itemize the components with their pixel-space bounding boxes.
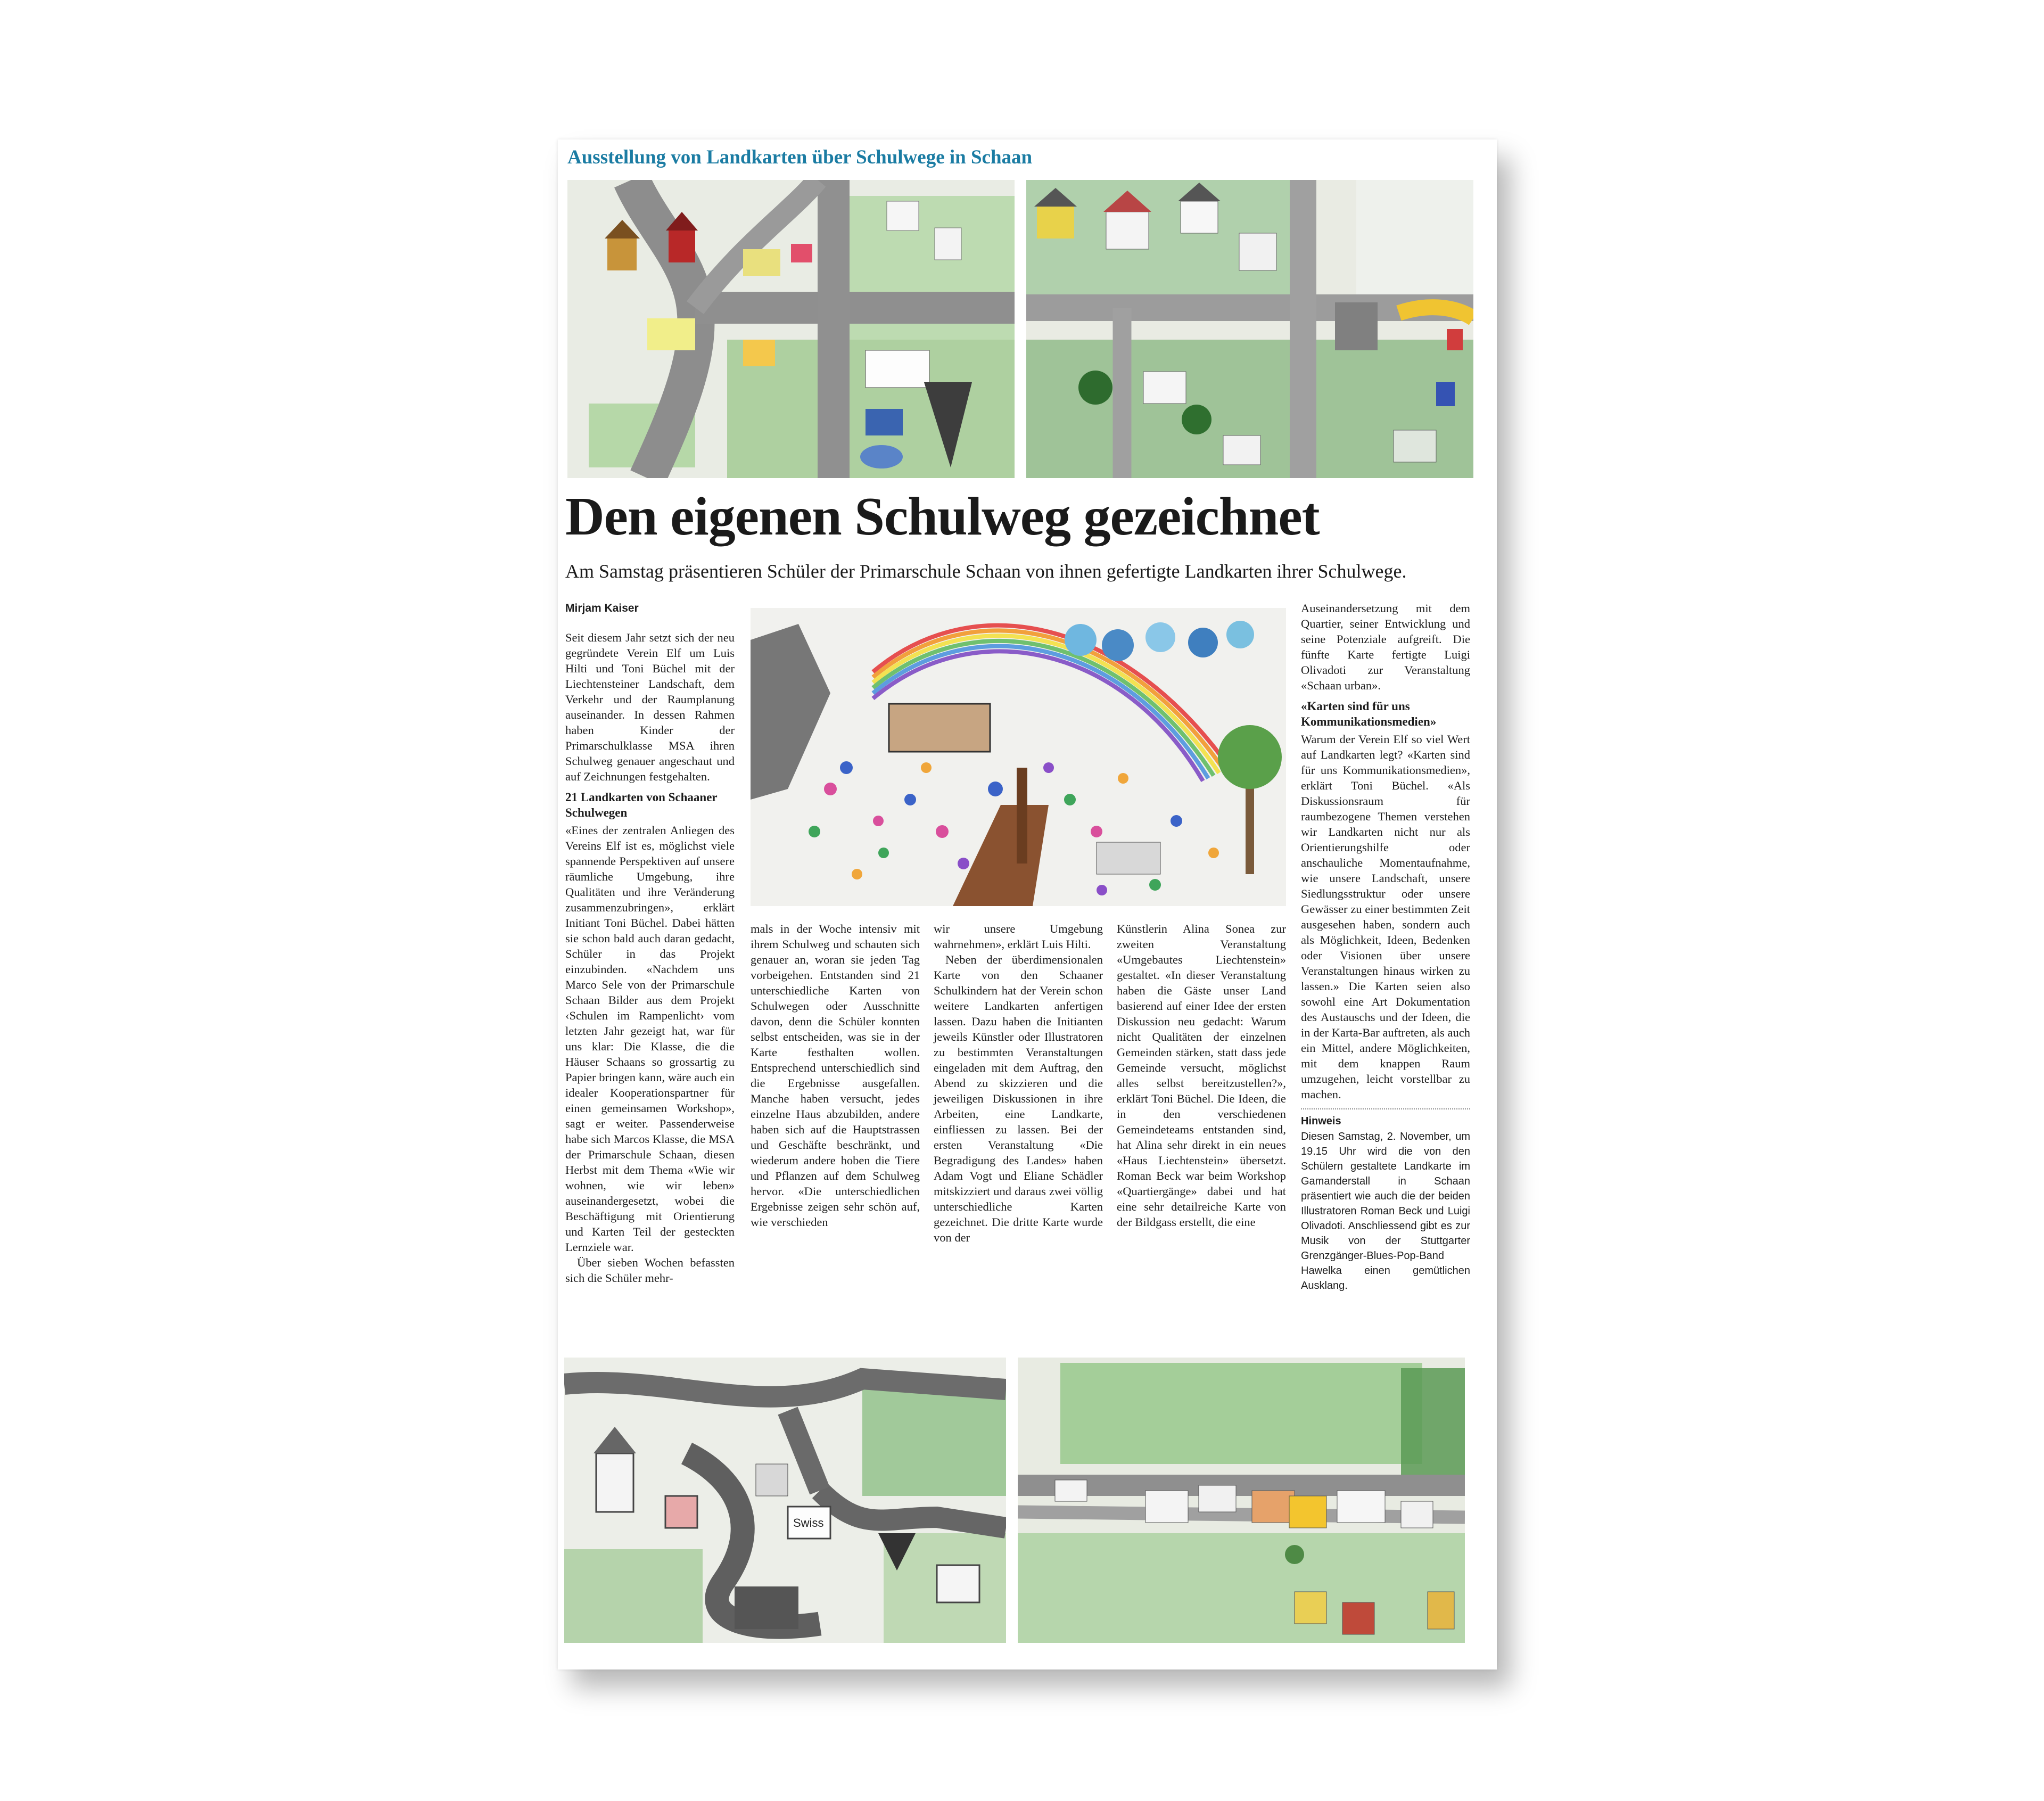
drawing-bottom-right [1018,1358,1465,1643]
kicker: Ausstellung von Landkarten über Schulwege in Schaan [567,146,1033,168]
column-5 [1301,601,1470,1293]
dotted-divider [1301,1108,1470,1109]
hinweis-title: Hinweis [1301,1115,1341,1127]
author-byline: Mirjam Kaiser [565,602,639,614]
hinweis-text: Diesen Samstag, 2. November, um 19.15 Uhr wird die von den Schülern gestaltete Landkarte im Gamanderstall in Schaan präsentiert wie auch die der beiden Illustratoren Roman Beck und Luigi Olivadoti. Anschliessend gibt es zur Musik von der Stuttgarter Grenzgänger-Blues-Pop-Band Hawelka einen gemütlichen Ausklang. [1301,1131,1470,1292]
paragraph: mals in der Woche intensiv mit ihrem Schulweg und schauten sich genauer an, woran sie jeden Tag vorbeigehen. Entstanden sind 21 unterschiedliche Karten von Schulwegen oder Ausschnitte davon, denn die Schüler konnten selbst entscheiden, was sie in der Karte festhalten wollen. Entsprechend unterschiedlich sind die Ergebnisse ausgefallen. Manche haben versucht, jedes einzelne Haus abzubilden, andere haben sich auf die Hauptstrassen und Geschäfte beschränkt, und wiederum andere hoben die Tiere und Pflanzen auf dem Schulweg hervor. «Die unterschiedlichen Ergebnisse zeigen sehr schön auf, wie verschieden [751,922,920,1229]
paragraph: Auseinandersetzung mit dem Quartier, seiner Entwicklung und seine Potenziale aufgreift. Die fünfte Karte fertigte Luigi Olivadoti zur Veranstaltung «Schaan urban». [1301,602,1470,692]
subtitle: «Karten sind für uns Kommunikationsmedien» [1301,700,1437,728]
paragraph: wir unsere Umgebung wahrnehmen», erklärt Luis Hilti. [934,922,1103,951]
subtitle: 21 Landkarten von Schaaner Schulwegen [565,791,718,819]
paragraph: «Eines der zentralen Anliegen des Vereins Elf ist es, möglichst viele spannende Perspektiven auf unsere räumliche Umgebung, ihre Qualitäten und ihre Veränderung zusammenzubringen», erklärt Initiant Toni Büchel. Dabei hätten sie schon bald auch daran gedacht, Schüler in das Projekt einzubinden. «Nachdem uns Marco Sele von der Primarschule Schaan Bilder aus dem Projekt ‹Schulen im Rampenlicht› vom letzten Jahr gezeigt hat, war für uns klar: Die Klasse, die die Häuser Schaans so grossartig zu Papier bringen kann, wäre auch ein idealer Kooperationspartner für einen gemeinsamen Workshop», sagt er weiter. Passenderweise habe sich Marcos Klasse, die MSA der Primarschule Schaan, diesen Herbst mit dem Thema «Wie wir wohnen, wie wir leben» auseinandergesetzt, wobei die Beschäftigung mit Orientierung und Karten Teil der gesteckten Lernziele war. [565,824,735,1254]
drawing-top-right [1026,180,1473,478]
newspaper-page [558,139,1497,1670]
drawing-top-left [567,180,1015,478]
column-4 [1117,921,1286,1230]
paragraph: Warum der Verein Elf so viel Wert auf Landkarten legt? «Karten sind für uns Kommunikationsmedien», erklärt Toni Büchel. «Als Diskussionsraum für raumbezogene Themen verstehen wir Landkarten nicht nur als Orientierungshilfe oder anschauliche Momentaufnahme, wie unsere Landschaft, unsere Siedlungsstruktur oder unsere Gewässer zu einer bestimmten Zeit ausgesehen haben, sondern auch als Möglichkeit, Ideen, Bedenken oder Visionen über unsere Veranstaltungen hinaus wirken zu lassen.» Die Karten seien also sowohl eine Art Dokumentation des Austauschs und der Ideen, die in der Karta-Bar auftreten, als auch ein Mittel, andere Möglichkeiten, mit dem knappen Raum umzugehen, leicht vorstellbar zu machen. [1301,733,1470,1101]
swiss-label: Swiss [793,1516,824,1529]
paragraph: Künstlerin Alina Sonea zur zweiten Veranstaltung «Umgebautes Liechtenstein» gestaltet. «In dieser Veranstaltung haben die Gäste unser Land basierend auf einer Idee der ersten Diskussion neu gedacht: Warum nicht Qualitäten der einzelnen Gemeinden stärken, statt dass jede Gemeinde versucht, möglichst alles selbst bereitzustellen?», erklärt Toni Büchel. Die Ideen, die in den verschiedenen Gemeindeteams entstanden sind, hat Alina sehr direkt in ein neues «Haus Liechtenstein» übersetzt. Roman Beck war beim Workshop «Quartiergänge» dabei und hat eine sehr detailreiche Karte von der Bildgass erstellt, die eine [1117,922,1286,1229]
column-3 [934,921,1103,1245]
headline: Den eigenen Schulweg gezeichnet [565,487,1320,547]
drawing-center [751,608,1286,906]
drawing-bottom-left [564,1358,1006,1643]
paragraph: Seit diesem Jahr setzt sich der neu gegründete Verein Elf um Luis Hilti und Toni Büchel mit der Liechtensteiner Landschaft, dem Verkehr und der Raumplanung auseinander. In dessen Rahmen haben Kinder der Primarschulklasse MSA ihren Schulweg genauer angeschaut und auf Zeichnungen festgehalten. [565,631,735,783]
column-1 [565,601,735,1286]
paragraph: Über sieben Wochen befassten sich die Schüler mehr- [565,1256,735,1285]
paragraph: Neben der überdimensionalen Karte von den Schaaner Schulkindern hat der Verein schon weitere Landkarten anfertigen lassen. Dazu haben die Initianten jeweils Künstler oder Illustratoren zu bestimmten Veranstaltungen eingeladen mit dem Auftrag, den Abend zu skizzieren und die jeweiligen Diskussionen in ihre Arbeiten, eine Landkarte, einfliessen zu lassen. Bei der ersten Veranstaltung «Die Begradigung des Landes» haben Adam Vogt und Eliane Schädler mitskizziert und daraus zwei völlig unterschiedliche Karten gezeichnet. Die dritte Karte wurde von der [934,953,1103,1244]
column-2 [751,921,920,1230]
subhead: Am Samstag präsentieren Schüler der Primarschule Schaan von ihnen gefertigte Landkarten ihrer Schulwege. [565,561,1407,582]
